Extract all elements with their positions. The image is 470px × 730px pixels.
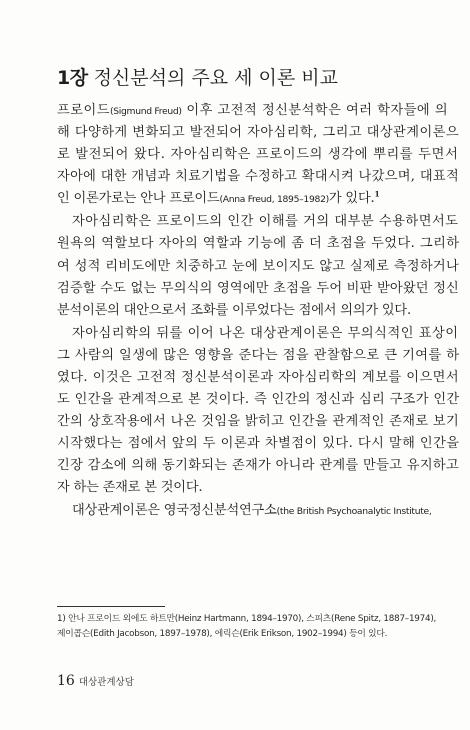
text-line [57, 477, 202, 499]
text-line [57, 144, 459, 166]
text-segment: 자아심리학의 뒤를 이어 나온 대상관계이론은 무의식적인 표상이 [72, 325, 459, 341]
text-line [57, 233, 460, 255]
page-number: 16 [57, 673, 75, 689]
text-line [72, 323, 459, 345]
text-segment: 해 다양하게 변화되고 발전되어 자아심리학, 그리고 대상관계이론으 [57, 125, 460, 141]
footnote [57, 612, 459, 641]
text-segment: 시작했다는 점에서 앞의 두 이론과 차별점이 있다. 다시 말해 인간을 [57, 436, 460, 452]
text-segment: (the British Psychoanalytic Institute, [276, 506, 432, 518]
text-line [57, 300, 411, 322]
chapter-title: 정신분석의 주요 세 이론 비교 [93, 67, 338, 89]
text-segment: (Anna Freud, 1895–1982) [219, 194, 329, 206]
text-line [57, 345, 460, 367]
text-segment: 간의 상호작용에서 나온 것임을 밝히고 인간을 관계적인 존재로 보기 [57, 414, 460, 429]
text-line [72, 211, 459, 233]
text-line [57, 122, 459, 144]
text-segment: 가 있다. [328, 191, 375, 207]
text-line [57, 100, 448, 122]
text-segment: 검증할 수도 없는 무의식의 영역에만 초점을 두어 비판 받아왔던 정신 [57, 280, 460, 296]
text-segment: 대상관계이론은 영국정신분석연구소 [72, 503, 277, 519]
text-segment: 그 사람의 일생에 많은 영향을 준다는 점을 관찰함으로 큰 기여를 하 [57, 347, 460, 363]
text-line [57, 256, 459, 278]
text-segment: 도 인간을 관계적으로 본 것이다. 즉 인간의 정신과 심리 구조가 인간 [57, 391, 460, 407]
footnote-line: 제이콥슨(Edith Jacobson, 1897–1978), 에릭슨(Erik Erikson, 1902–1994) 등이 있다. [57, 628, 388, 639]
text-line [57, 188, 380, 210]
text-segment: 자 하는 존재로 본 것이다. [57, 480, 203, 496]
text-line [57, 389, 459, 411]
text-line [57, 367, 459, 389]
chapter-number: 1장 [57, 67, 88, 89]
text-segment: 프로이드 [57, 103, 110, 118]
text-segment: 로 발전되어 왔다. 자아심리학은 프로이드의 생각에 뿌리를 두면서 [57, 147, 459, 163]
text-line [57, 455, 459, 477]
text-segment: 여 성적 리비도에만 치중하고 눈에 보이지도 않고 실제로 측정하거나 [57, 258, 460, 274]
text-segment: 긴장 감소에 의해 동기화되는 존재가 아니라 관계를 만들고 유지하고 [57, 458, 460, 474]
footnote-line: 1) 안나 프로이드 외에도 하트만(Heinz Hartmann, 1894–1970), 스피츠(Rene Spitz, 1887–1974), [57, 614, 437, 624]
text-segment: 인 이론가로는 안나 프로이드 [57, 191, 220, 207]
text-line [57, 166, 459, 188]
text-segment: 분석이론의 대안으로서 조화를 이루었다는 점에서 의의가 있다. [57, 302, 411, 318]
text-line [57, 433, 460, 455]
page-footer [57, 673, 134, 689]
footnote-divider [57, 606, 165, 607]
text-segment: 자아에 대한 개념과 치료기법을 수정하고 확대시켜 나갔으며, 대표적 [57, 169, 460, 185]
chapter-heading [57, 63, 338, 93]
text-line [57, 278, 459, 300]
text-line [72, 500, 432, 522]
text-segment: (Sigmund Freud) [109, 106, 182, 117]
text-segment: 자아심리학은 프로이드의 인간 이해를 거의 대부분 수용하면서도 [72, 214, 459, 230]
text-segment: 이후 고전적 정신분석학은 여러 학자들에 의 [181, 103, 449, 118]
running-title: 대상관계상담 [78, 677, 134, 688]
text-segment: 원욕의 역할보다 자아의 역할과 기능에 좀 더 초점을 두었다. 그리하 [57, 236, 460, 252]
text-segment: 였다. 이것은 고전적 정신분석이론과 자아심리학의 계보를 이으면서 [57, 369, 460, 385]
text-line [57, 411, 459, 433]
footnote-marker: 1 [374, 190, 380, 199]
